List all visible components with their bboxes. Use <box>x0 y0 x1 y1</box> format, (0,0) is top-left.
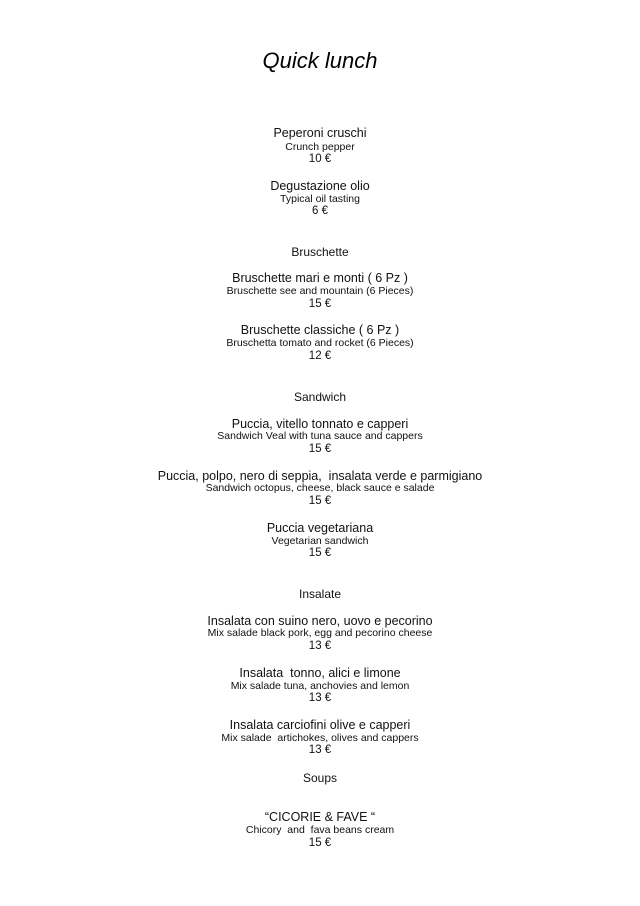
item-price: 12 € <box>308 350 332 362</box>
item-name: Degustazione olio <box>270 179 370 193</box>
item-description: Crunch pepper <box>285 141 355 153</box>
item-price: 13 € <box>308 744 332 756</box>
section-heading-sandwich: Sandwich <box>293 390 347 404</box>
item-name: Puccia, vitello tonnato e capperi <box>231 417 409 431</box>
item-name: Insalata con suino nero, uovo e pecorino <box>207 614 433 628</box>
item-description: Sandwich octopus, cheese, black sauce e salade <box>205 482 435 494</box>
item-description: Mix salade black pork, egg and pecorino cheese <box>207 627 433 639</box>
item-name: Insalata tonno, alici e limone <box>239 666 401 680</box>
item-price: 15 € <box>308 547 332 559</box>
section-heading-insalate: Insalate <box>298 587 342 601</box>
item-description: Bruschetta tomato and rocket (6 Pieces) <box>226 337 414 349</box>
item-description: Mix salade tuna, anchovies and lemon <box>230 680 410 692</box>
item-description: Vegetarian sandwich <box>271 535 369 547</box>
item-description: Sandwich Veal with tuna sauce and cappers <box>217 430 423 442</box>
item-description: Bruschette see and mountain (6 Pieces) <box>226 285 414 297</box>
section-heading-bruschette: Bruschette <box>291 245 349 259</box>
item-price: 6 € <box>312 205 328 217</box>
item-price: 13 € <box>308 640 332 652</box>
item-name: Bruschette mari e monti ( 6 Pz ) <box>232 271 408 285</box>
item-description: Chicory and fava beans cream <box>245 824 395 836</box>
item-name: Peperoni cruschi <box>273 126 367 140</box>
item-price: 15 € <box>308 298 332 310</box>
item-price: 13 € <box>308 692 332 704</box>
item-name: Bruschette classiche ( 6 Pz ) <box>240 323 400 337</box>
item-price: 15 € <box>308 837 332 849</box>
item-description: Typical oil tasting <box>280 193 360 205</box>
menu-title: Quick lunch <box>262 48 378 73</box>
item-price: 15 € <box>308 495 332 507</box>
item-name: Insalata carciofini olive e capperi <box>229 718 411 732</box>
item-price: 10 € <box>308 153 332 165</box>
item-price: 15 € <box>308 443 332 455</box>
item-name: Puccia, polpo, nero di seppia, insalata verde e parmigiano <box>157 469 483 483</box>
item-name: “CICORIE & FAVE “ <box>264 810 376 824</box>
item-name: Puccia vegetariana <box>266 521 374 535</box>
item-description: Mix salade artichokes, olives and cappers <box>221 732 419 744</box>
section-heading-soups: Soups <box>302 771 338 785</box>
